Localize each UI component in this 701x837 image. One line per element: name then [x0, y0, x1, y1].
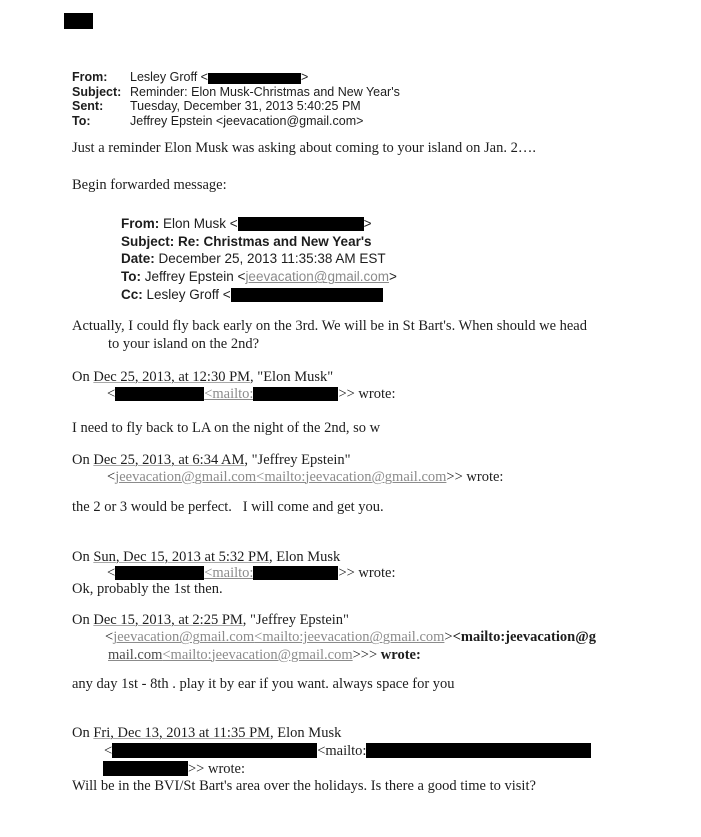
text-line	[105, 629, 596, 646]
text-segment: To:	[72, 113, 91, 128]
text-line	[72, 369, 395, 386]
forwarded-header	[121, 215, 397, 304]
text-segment: Jeffrey Epstein <	[141, 269, 246, 285]
text-segment: , Elon Musk	[268, 549, 341, 565]
text-line	[72, 318, 587, 336]
text-line	[72, 676, 455, 693]
text-segment: Fri, Dec 13, 2013 at 11:35 PM	[93, 725, 271, 741]
redaction-bar	[238, 217, 364, 231]
text-segment: On	[72, 725, 94, 741]
text-segment: <mailto:jeevacation@g	[452, 629, 596, 646]
email-header	[72, 70, 400, 128]
quote-attribution-2	[72, 452, 503, 485]
text-segment: December 25, 2013 11:35:38 AM EST	[154, 251, 386, 267]
email-link[interactable]: <mailto:jeevacation@gmail.com	[256, 468, 447, 485]
text-line	[72, 99, 400, 114]
text-segment: any day 1st - 8th . play it by ear if you want. always space for you	[72, 676, 455, 692]
redaction-bar	[253, 387, 338, 401]
text-segment: On	[72, 549, 94, 565]
text-line	[72, 85, 400, 100]
text-line	[72, 420, 380, 437]
text-line	[72, 778, 591, 796]
text-segment: to your island on the 2nd?	[108, 335, 260, 352]
text-line	[107, 565, 395, 581]
text-line	[72, 177, 227, 194]
text-segment: Jeffrey Epstein <jeevacation@gmail.com>	[130, 113, 364, 128]
text-line	[72, 140, 536, 157]
text-segment: From:	[72, 70, 108, 84]
text-segment: Will be in the BVI/St Bart's area over the holidays. Is there a good time to visit?	[72, 778, 536, 795]
text-segment: >> wrote:	[338, 385, 396, 402]
email-link[interactable]: <mailto:	[204, 565, 254, 581]
text-segment: To:	[121, 269, 141, 285]
text-segment: Elon Musk <	[159, 216, 238, 231]
begin-forwarded	[72, 177, 227, 194]
text-line	[103, 761, 591, 779]
redaction-bar	[208, 73, 301, 84]
text-segment: From:	[121, 216, 160, 231]
text-segment: On	[72, 369, 94, 385]
text-segment: Lesley Groff <	[142, 286, 231, 302]
text-line	[72, 549, 395, 565]
text-segment: Lesley Groff <	[130, 70, 208, 84]
text-segment: Dec 25, 2013, at 6:34 AM	[93, 452, 245, 468]
text-segment: Dec 15, 2013, at 2:25 PM	[93, 612, 243, 628]
text-segment: Reminder: Elon Musk-Christmas and New Year's	[130, 84, 400, 99]
text-line	[72, 452, 503, 469]
text-line	[72, 70, 400, 85]
text-segment: >	[363, 216, 372, 231]
text-segment: >	[300, 70, 309, 84]
reply-paragraph-1	[72, 318, 587, 353]
text-segment: <	[104, 742, 113, 759]
redaction-bar	[115, 387, 204, 401]
text-segment: >> wrote:	[338, 565, 396, 581]
text-line	[107, 386, 395, 403]
text-line	[108, 336, 587, 354]
intro-paragraph	[72, 140, 536, 157]
text-segment: , "Jeffrey Epstein"	[242, 612, 349, 628]
redaction-bar	[103, 761, 188, 776]
text-segment: >>>	[352, 646, 381, 663]
email-link[interactable]: <mailto:	[204, 385, 254, 402]
text-segment: >	[388, 269, 397, 285]
text-segment: , "Jeffrey Epstein"	[244, 452, 351, 468]
text-segment: <	[107, 385, 116, 402]
text-segment: Sent:	[72, 99, 104, 113]
text-segment: <mailto:	[317, 742, 367, 759]
email-link[interactable]: <mailto:jeevacation@gmail.com	[162, 646, 353, 663]
reply-paragraph-3	[72, 499, 384, 516]
text-segment: <	[107, 565, 116, 581]
redaction-bar	[115, 566, 204, 580]
text-segment: Sun, Dec 15, 2013 at 5:32 PM	[93, 549, 269, 565]
text-segment: On	[72, 452, 94, 468]
redaction-bar	[112, 743, 317, 758]
text-segment: the 2 or 3 would be perfect. I will come and get you.	[72, 499, 384, 515]
text-segment: Tuesday, December 31, 2013 5:40:25 PM	[130, 99, 361, 113]
text-segment: >> wrote:	[446, 468, 504, 485]
text-line	[121, 215, 397, 233]
text-line	[72, 499, 384, 516]
redaction-bar	[253, 566, 338, 580]
text-segment: , Elon Musk	[270, 725, 342, 741]
text-line	[121, 250, 397, 268]
text-line	[72, 114, 400, 129]
email-link[interactable]: <mailto:jeevacation@gmail.com	[254, 629, 445, 646]
quote-attribution-3	[72, 549, 395, 597]
text-segment: wrote:	[380, 646, 421, 663]
text-segment: Date:	[121, 251, 155, 267]
text-segment: Begin forwarded message:	[72, 177, 227, 193]
top-left-redaction-mark	[64, 13, 93, 29]
email-link[interactable]: jeevacation@gmail.com	[115, 468, 257, 485]
text-segment: Just a reminder Elon Musk was asking about coming to your island on Jan. 2….	[72, 140, 536, 156]
text-line	[121, 233, 397, 251]
text-line	[121, 286, 397, 304]
text-line	[108, 647, 596, 664]
reply-paragraph-4	[72, 676, 455, 693]
text-segment: I need to fly back to LA on the night of the 2nd, so w	[72, 420, 381, 436]
text-segment: Cc:	[121, 286, 143, 302]
redaction-bar	[366, 743, 591, 758]
text-segment: Ok, probably the 1st then.	[72, 581, 223, 597]
quote-attribution-5	[72, 725, 591, 796]
text-segment: , "Elon Musk"	[250, 369, 334, 385]
reply-paragraph-2	[72, 420, 380, 437]
quote-attribution-1	[72, 369, 395, 402]
text-line	[72, 725, 591, 743]
text-segment: Subject:	[72, 84, 122, 99]
text-segment: Dec 25, 2013, at 12:30 PM	[93, 369, 251, 385]
text-line	[72, 612, 596, 629]
redaction-bar	[231, 288, 383, 302]
text-segment: <	[107, 468, 116, 485]
email-link[interactable]: jeevacation@gmail.com	[113, 629, 255, 646]
quote-attribution-4	[72, 612, 596, 664]
text-segment: >> wrote:	[188, 760, 246, 777]
email-link[interactable]: jeevacation@gmail.com	[245, 269, 389, 285]
text-segment: >	[444, 629, 453, 646]
text-segment: Subject: Re: Christmas and New Year's	[121, 233, 372, 249]
text-segment: <	[105, 629, 114, 646]
text-line	[104, 743, 591, 761]
text-segment: Actually, I could fly back early on the 3rd. We will be in St Bart's. When should we head	[72, 318, 587, 334]
text-segment: mail.com	[108, 646, 163, 663]
text-segment: On	[72, 612, 94, 628]
text-line	[107, 469, 503, 486]
text-line	[121, 268, 397, 286]
text-line	[72, 581, 395, 597]
